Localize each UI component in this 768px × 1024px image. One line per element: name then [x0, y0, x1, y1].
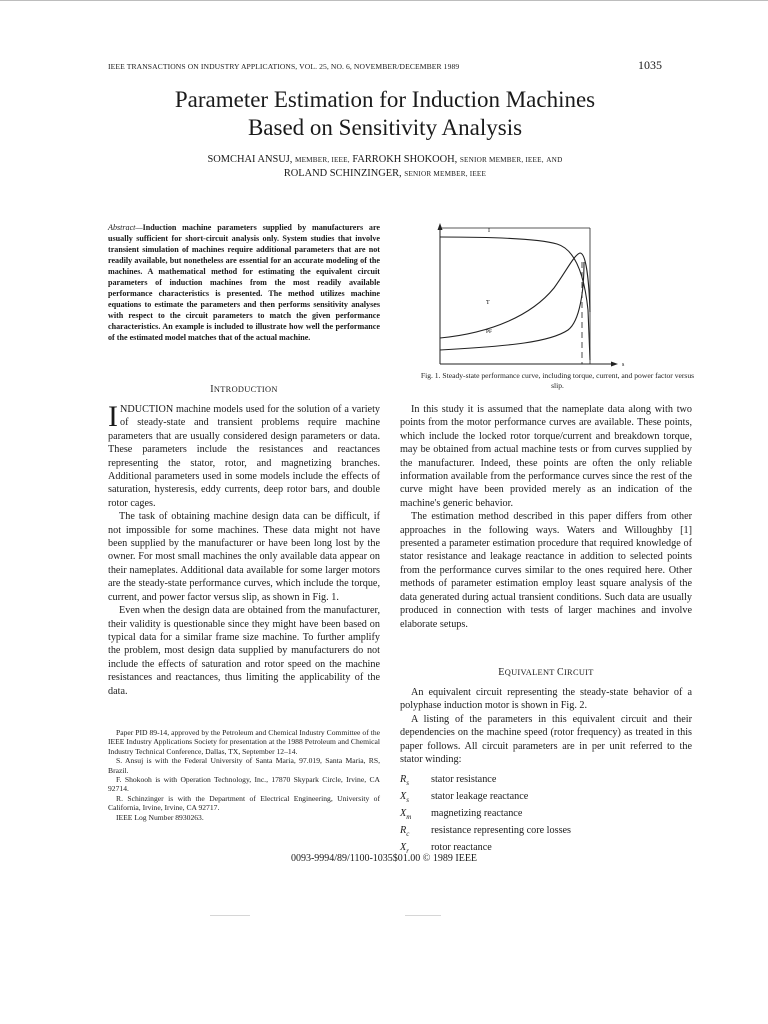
intro-paragraph-2: The task of obtaining machine design data can be difficult, if not impossible for some machines. These data might not have been supplied by the manufacturer or have been long lost by the owner. For most small machines the only available data appear on their nameplates. Additional data available for some larger motors are the steady-state performance curves, which include the torque, current, and power factor versus slip, as shown in Fig. 1.: [108, 511, 380, 603]
scan-artifact: [405, 915, 441, 916]
running-head: IEEE TRANSACTIONS ON INDUSTRY APPLICATIONS, VOL. 25, NO. 6, NOVEMBER/DECEMBER 1989: [108, 62, 460, 71]
heading-rest: NTRODUCTION: [213, 385, 278, 394]
footnote-paper-id: Paper PID 89-14, approved by the Petroleum and Chemical Industry Committee of the IEEE Industry Applications Society for presentation at the 1988 Petroleum and Chemical Industry Technical Conference, Dallas, TX, September 12–14.: [108, 728, 380, 756]
parameter-description: resistance representing core losses: [431, 825, 572, 837]
symbol-subscript: m: [406, 813, 412, 822]
symbol-letter: X: [400, 842, 407, 854]
author-list: [100, 153, 670, 181]
symbol-subscript: s: [406, 796, 409, 805]
footnotes: [108, 728, 380, 822]
heading-capital: C: [556, 667, 564, 678]
paper-title: [60, 86, 710, 142]
parameter-row: [400, 790, 700, 807]
parameter-description: stator resistance: [431, 774, 497, 785]
label-slip: s: [622, 362, 625, 368]
symbol-letter: R: [400, 825, 407, 837]
author-line-2: [100, 167, 670, 181]
y-axis-arrow: [438, 223, 443, 230]
parameter-description: rotor reactance: [431, 842, 492, 854]
introduction-body: [108, 400, 380, 698]
eq-paragraph-1: An equivalent circuit representing the steady-state behavior of a polyphase induction motor is shown in Fig. 2.: [400, 687, 692, 712]
symbol-letter: R: [400, 774, 407, 785]
heading-rest: QUIVALENT: [504, 668, 555, 677]
intro-paragraph-1-text: NDUCTION machine models used for the solution of a variety of steady-state and transient problems require machine parameters that are usually considered design parameters or data. These parameters include the resistances and reactances representing the stator, rotor, and magnetizing branches. Additional parameters used in some models include the effects of saturation, hysteresis, eddy currents, deep rotor bars, and double rotor cages.: [108, 404, 380, 509]
heading-capital: I: [210, 384, 214, 395]
symbol-letter: X: [400, 791, 407, 803]
label-power-factor: PF: [486, 329, 493, 335]
scan-artifact: [210, 915, 250, 916]
footnote-log-number: IEEE Log Number 8930263.: [116, 812, 204, 822]
author-and: AND: [546, 156, 563, 164]
author-role: SENIOR MEMBER, IEEE: [404, 170, 487, 178]
page-number: 1035: [638, 58, 662, 72]
figure-1-caption: Fig. 1. Steady-state performance curve, including torque, current, and power factor versus slip.: [420, 371, 695, 390]
right-column-body: [400, 403, 692, 631]
intro-paragraph-3: Even when the design data are obtained from the manufacturer, their validity is questionable since they might have been based on typical data for a similar frame size machine. To further amplify the problem, most design data supplied by manufacturers do not include the effects of saturation and rotor speed on the machine resistances and reactances, thus limiting the applicability of the data.: [108, 605, 380, 697]
heading-rest: IRCUIT: [563, 668, 594, 677]
figure-1-performance-curves: [432, 220, 694, 370]
parameter-description: stator leakage reactance: [431, 791, 529, 803]
author-role: SENIOR MEMBER, IEEE,: [459, 156, 544, 164]
torque-curve: [440, 253, 590, 338]
label-torque: T: [486, 300, 490, 306]
section-heading-introduction: [108, 384, 380, 395]
drop-cap: I: [108, 400, 118, 433]
parameter-list: [400, 773, 700, 858]
symbol-subscript: r: [406, 847, 409, 856]
author-line-1: [100, 153, 670, 167]
equivalent-circuit-body: [400, 686, 692, 766]
abstract: [108, 222, 380, 343]
author-role: MEMBER, IEEE,: [295, 156, 350, 164]
symbol-letter: X: [400, 808, 407, 820]
symbol-subscript: s: [406, 779, 409, 788]
section-heading-equivalent-circuit: [400, 667, 692, 678]
symbol-subscript: c: [406, 830, 410, 839]
eq-paragraph-2: A listing of the parameters in this equivalent circuit and their dependencies on the machine speed (rotor frequency) as treated in this paper follows. All circuit parameters are in per unit referred to the stator winding:: [400, 713, 692, 766]
footnote-ansuj: S. Ansuj is with the Federal University of Santa Maria, 97.019, Santa Maria, RS, Brazil.: [108, 756, 380, 775]
heading-capital: E: [498, 667, 505, 678]
footnote-shokooh: F. Shokooh is with Operation Technology, Inc., 17870 Skypark Circle, Irvine, CA 92714.: [108, 775, 380, 794]
title-line-1: Parameter Estimation for Induction Machines: [174, 87, 596, 112]
parameter-symbol: [400, 807, 431, 824]
parameter-symbol: [400, 824, 431, 841]
x-axis-arrow: [611, 362, 618, 367]
author-name: SOMCHAI ANSUJ,: [207, 154, 293, 165]
parameter-row: [400, 824, 700, 841]
abstract-lead: Abstract—: [108, 223, 143, 232]
current-curve: [440, 237, 590, 360]
footnote-schinzinger: R. Schinzinger is with the Department of Electrical Engineering, University of California, Irvine, Irvine, CA 92717.: [108, 793, 380, 813]
abstract-text: Induction machine parameters supplied by manufacturers are usually sufficient for short-circuit analysis only. System studies that involve transient simulation of machines require additional parameters that are not readily available, but nonetheless are essential for an accurate modeling of the machines. A mathematical method for estimating the equivalent circuit parameters of induction machines from the most readily available performance characteristics is presented. The method utilizes machine equations to estimate the parameters and then performs sensitivity analyses with respect to the circuit parameters to match the given performance characteristics. An example is included to illustrate how well the performance of the estimated model matches that of the actual machine.: [108, 223, 380, 342]
right-paragraph-2: The estimation method described in this paper differs from other approaches in the following ways. Waters and Willoughby [1] presented a parameter estimation procedure that required knowledge of stator resistance and leakage reactance in addition to selected points from the performance curves similar to the ones required here. Other methods of parameter estimation employ least square analysis of the data generated during actual transient conditions. Such data are usually produced in connection with tests of larger machines and involve elaborate setups.: [400, 511, 692, 630]
parameter-row: [400, 807, 700, 824]
intro-paragraph-1: [108, 400, 380, 510]
author-name: FARROKH SHOKOOH,: [352, 154, 458, 165]
right-paragraph-1: In this study it is assumed that the nameplate data along with two points from the motor performance curves are available. These points, which include the locked rotor torque/current and breakdown torque, may be obtained from actual machine tests or from curves supplied by the manufacturer. Indeed, these points are often the only reliable information available from the performance curves since the rest of the curve might have been provided merely as an indication of the machine's generic behavior.: [400, 404, 692, 509]
parameter-symbol: [400, 773, 431, 790]
title-line-2: Based on Sensitivity Analysis: [247, 115, 523, 140]
parameter-symbol: [400, 790, 431, 807]
parameter-row: [400, 773, 700, 790]
top-border-line: [0, 0, 768, 1]
author-name: ROLAND SCHINZINGER,: [283, 168, 402, 179]
copyright-line: 0093-9994/89/1100-1035$01.00 © 1989 IEEE: [290, 853, 478, 864]
label-current: I: [488, 228, 490, 234]
parameter-description: magnetizing reactance: [431, 808, 523, 820]
